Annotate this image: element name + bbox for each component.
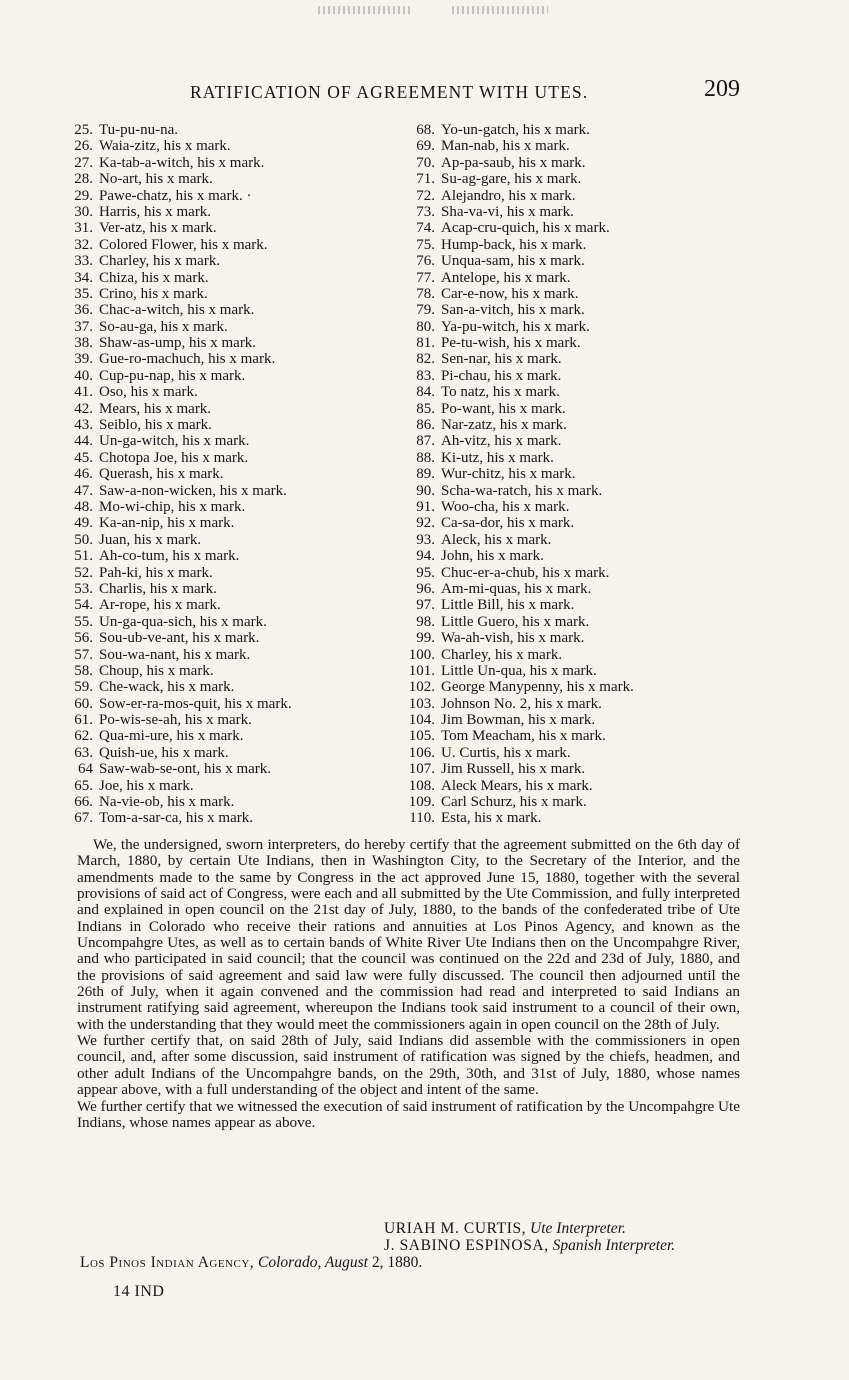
list-item-name: Am-mi-quas, his x mark. bbox=[441, 580, 592, 597]
list-item-number: 76. bbox=[416, 253, 435, 270]
list-item-number: 32. bbox=[74, 236, 93, 253]
list-item bbox=[408, 138, 738, 154]
list-item bbox=[67, 515, 387, 531]
list-item-name: Ah-co-tum, his x mark. bbox=[99, 548, 240, 565]
list-item-name: Jim Bowman, his x mark. bbox=[441, 712, 596, 729]
list-item-name: Saw-wab-se-ont, his x mark. bbox=[99, 761, 272, 778]
list-item-number: 41. bbox=[74, 384, 93, 401]
list-item bbox=[408, 171, 738, 187]
list-item-name: Un-ga-witch, his x mark. bbox=[99, 433, 250, 450]
list-item-name: Scha-wa-ratch, his x mark. bbox=[441, 482, 603, 499]
list-item-number: 88. bbox=[416, 449, 435, 466]
list-item bbox=[67, 614, 387, 630]
certification-paragraph: We further certify that we witnessed the execution of said instrument of ratification by the Uncompahgre Ute Indians, whose names appear as above. bbox=[77, 1097, 740, 1131]
list-item-name: Sen-nar, his x mark. bbox=[441, 351, 562, 368]
list-item bbox=[67, 630, 387, 646]
list-item-name: Wa-ah-vish, his x mark. bbox=[441, 630, 585, 647]
list-item-number: 105. bbox=[408, 728, 435, 745]
list-item-name: Woo-cha, his x mark. bbox=[441, 498, 570, 515]
signatory-title: Ute Interpreter. bbox=[530, 1220, 626, 1237]
list-item-name: Oso, his x mark. bbox=[99, 384, 198, 401]
list-item-number: 100. bbox=[408, 646, 435, 663]
list-item-name: Little Un-qua, his x mark. bbox=[441, 662, 597, 679]
list-item bbox=[408, 647, 738, 663]
list-item bbox=[408, 499, 738, 515]
list-item bbox=[408, 745, 738, 761]
signatory-name: J. SABINO ESPINOSA, bbox=[384, 1237, 549, 1254]
page-number: 209 bbox=[704, 76, 740, 102]
list-item bbox=[408, 810, 738, 826]
list-item-number: 91. bbox=[416, 498, 435, 515]
list-item-number: 63. bbox=[74, 744, 93, 761]
list-item-number: 79. bbox=[416, 302, 435, 319]
location: Colorado, August bbox=[258, 1254, 368, 1271]
list-item-name: Choup, his x mark. bbox=[99, 662, 214, 679]
list-item bbox=[408, 417, 738, 433]
list-item-name: Che-wack, his x mark. bbox=[99, 679, 235, 696]
list-item-name: Antelope, his x mark. bbox=[441, 269, 571, 286]
list-item-number: 28. bbox=[74, 171, 93, 188]
list-item bbox=[408, 384, 738, 400]
list-item bbox=[408, 286, 738, 302]
list-item bbox=[408, 155, 738, 171]
list-item-number: 33. bbox=[74, 253, 93, 270]
list-item bbox=[67, 417, 387, 433]
list-item-number: 49. bbox=[74, 515, 93, 532]
signature-line bbox=[384, 1237, 675, 1255]
list-item bbox=[67, 761, 387, 777]
list-item-number: 87. bbox=[416, 433, 435, 450]
running-title: RATIFICATION OF AGREEMENT WITH UTES. bbox=[190, 82, 589, 102]
list-item-name: Wur-chitz, his x mark. bbox=[441, 466, 576, 483]
list-item bbox=[408, 565, 738, 581]
list-item-name: Charley, his x mark. bbox=[441, 646, 563, 663]
list-item bbox=[67, 401, 387, 417]
list-item bbox=[67, 450, 387, 466]
list-item-number: 38. bbox=[74, 335, 93, 352]
list-item-number: 84. bbox=[416, 384, 435, 401]
list-item-number: 109. bbox=[408, 794, 435, 811]
list-item-number: 92. bbox=[416, 515, 435, 532]
list-item-name: Na-vie-ob, his x mark. bbox=[99, 794, 235, 811]
list-item bbox=[408, 679, 738, 695]
list-item-number: 45. bbox=[74, 449, 93, 466]
list-item-number: 43. bbox=[74, 417, 93, 434]
list-item-name: Ka-tab-a-witch, his x mark. bbox=[99, 154, 265, 171]
list-item-number: 34. bbox=[74, 269, 93, 286]
list-item-name: Tom Meacham, his x mark. bbox=[441, 728, 606, 745]
list-item-number: 57. bbox=[74, 646, 93, 663]
list-item-number: 52. bbox=[74, 564, 93, 581]
list-item-number: 80. bbox=[416, 318, 435, 335]
list-item bbox=[408, 368, 738, 384]
list-item bbox=[408, 597, 738, 613]
list-item bbox=[408, 696, 738, 712]
list-item-name: Johnson No. 2, his x mark. bbox=[441, 695, 602, 712]
list-item-number: 98. bbox=[416, 613, 435, 630]
list-item bbox=[408, 548, 738, 564]
list-item-number: 82. bbox=[416, 351, 435, 368]
list-item-number: 44. bbox=[74, 433, 93, 450]
list-item-name: Ka-an-nip, his x mark. bbox=[99, 515, 235, 532]
list-item-name: Po-want, his x mark. bbox=[441, 400, 566, 417]
list-item-name: Sha-va-vi, his x mark. bbox=[441, 203, 574, 220]
list-item-number: 81. bbox=[416, 335, 435, 352]
list-item-number: 89. bbox=[416, 466, 435, 483]
list-item-number: 60. bbox=[74, 695, 93, 712]
list-item bbox=[408, 778, 738, 794]
list-item-number: 70. bbox=[416, 154, 435, 171]
list-item-name: Cup-pu-nap, his x mark. bbox=[99, 367, 246, 384]
list-item-name: Carl Schurz, his x mark. bbox=[441, 794, 587, 811]
scan-artifact bbox=[318, 6, 410, 14]
list-item bbox=[408, 433, 738, 449]
list-item-number: 36. bbox=[74, 302, 93, 319]
list-item-name: No-art, his x mark. bbox=[99, 171, 213, 188]
signatory-title: Spanish Interpreter. bbox=[552, 1237, 676, 1254]
list-item bbox=[67, 237, 387, 253]
list-item bbox=[408, 351, 738, 367]
list-item bbox=[67, 433, 387, 449]
list-item bbox=[408, 794, 738, 810]
list-item-number: 101. bbox=[408, 662, 435, 679]
list-item-number: 26. bbox=[74, 138, 93, 155]
list-item-number: 55. bbox=[74, 613, 93, 630]
list-item-number: 56. bbox=[74, 630, 93, 647]
list-item-number: 48. bbox=[74, 498, 93, 515]
list-item-name: Esta, his x mark. bbox=[441, 810, 542, 827]
list-item bbox=[67, 138, 387, 154]
list-item-name: Saw-a-non-wicken, his x mark. bbox=[99, 482, 287, 499]
list-item bbox=[408, 614, 738, 630]
list-item-name: Pawe-chatz, his x mark. · bbox=[99, 187, 252, 204]
list-item-number: 97. bbox=[416, 597, 435, 614]
list-item-name: George Manypenny, his x mark. bbox=[441, 679, 634, 696]
list-item bbox=[67, 286, 387, 302]
list-item-name: Aleck, his x mark. bbox=[441, 531, 552, 548]
list-item bbox=[67, 220, 387, 236]
list-item-name: Qua-mi-ure, his x mark. bbox=[99, 728, 244, 745]
list-item-number: 75. bbox=[416, 236, 435, 253]
list-item-name: Ki-utz, his x mark. bbox=[441, 449, 554, 466]
list-item bbox=[408, 302, 738, 318]
list-item-name: To natz, his x mark. bbox=[441, 384, 560, 401]
list-item bbox=[67, 745, 387, 761]
list-item-number: 47. bbox=[74, 482, 93, 499]
list-item-number: 42. bbox=[74, 400, 93, 417]
list-item bbox=[408, 712, 738, 728]
list-item bbox=[67, 647, 387, 663]
list-item-number: 64 bbox=[78, 761, 93, 778]
list-item-name: Pah-ki, his x mark. bbox=[99, 564, 213, 581]
list-item-number: 74. bbox=[416, 220, 435, 237]
list-item-number: 35. bbox=[74, 285, 93, 302]
list-item-name: Gue-ro-machuch, his x mark. bbox=[99, 351, 276, 368]
list-item bbox=[408, 401, 738, 417]
list-item-number: 29. bbox=[74, 187, 93, 204]
list-item bbox=[67, 171, 387, 187]
list-item bbox=[408, 450, 738, 466]
list-item-name: Chac-a-witch, his x mark. bbox=[99, 302, 255, 319]
list-item-number: 53. bbox=[74, 580, 93, 597]
list-item-number: 30. bbox=[74, 203, 93, 220]
list-item-name: Chotopa Joe, his x mark. bbox=[99, 449, 249, 466]
list-item-number: 31. bbox=[74, 220, 93, 237]
list-item bbox=[408, 728, 738, 744]
list-item-name: Little Bill, his x mark. bbox=[441, 597, 575, 614]
list-item-number: 37. bbox=[74, 318, 93, 335]
list-item-name: John, his x mark. bbox=[441, 548, 544, 565]
list-item bbox=[67, 794, 387, 810]
place-date-line bbox=[80, 1254, 422, 1272]
list-item-name: Sou-ub-ve-ant, his x mark. bbox=[99, 630, 260, 647]
list-item-name: Ah-vitz, his x mark. bbox=[441, 433, 562, 450]
list-item-number: 83. bbox=[416, 367, 435, 384]
list-item-name: Ar-rope, his x mark. bbox=[99, 597, 221, 614]
list-item-number: 40. bbox=[74, 367, 93, 384]
list-item bbox=[408, 483, 738, 499]
list-item-name: Chiza, his x mark. bbox=[99, 269, 209, 286]
list-item bbox=[67, 679, 387, 695]
list-item-number: 51. bbox=[74, 548, 93, 565]
list-item-number: 65. bbox=[74, 777, 93, 794]
list-item-number: 77. bbox=[416, 269, 435, 286]
list-item-number: 39. bbox=[74, 351, 93, 368]
list-item-number: 50. bbox=[74, 531, 93, 548]
list-item-name: Joe, his x mark. bbox=[99, 777, 194, 794]
list-item-number: 95. bbox=[416, 564, 435, 581]
list-item-number: 46. bbox=[74, 466, 93, 483]
list-item bbox=[67, 483, 387, 499]
list-item-number: 73. bbox=[416, 203, 435, 220]
list-item-name: Little Guero, his x mark. bbox=[441, 613, 590, 630]
list-item-number: 94. bbox=[416, 548, 435, 565]
list-item bbox=[408, 761, 738, 777]
list-item-number: 99. bbox=[416, 630, 435, 647]
signature-line bbox=[384, 1220, 626, 1238]
list-item bbox=[67, 368, 387, 384]
list-item-number: 67. bbox=[74, 810, 93, 827]
list-item-number: 93. bbox=[416, 531, 435, 548]
signature-mark: 14 IND bbox=[113, 1283, 165, 1300]
list-item-name: Po-wis-se-ah, his x mark. bbox=[99, 712, 252, 729]
list-item-name: Acap-cru-quich, his x mark. bbox=[441, 220, 610, 237]
list-item bbox=[67, 728, 387, 744]
list-item-name: Sow-er-ra-mos-quit, his x mark. bbox=[99, 695, 292, 712]
list-item-number: 85. bbox=[416, 400, 435, 417]
list-item-name: Querash, his x mark. bbox=[99, 466, 224, 483]
list-item-name: Ca-sa-dor, his x mark. bbox=[441, 515, 575, 532]
list-item-name: Charley, his x mark. bbox=[99, 253, 221, 270]
list-item-name: Jim Russell, his x mark. bbox=[441, 761, 586, 778]
list-item bbox=[67, 253, 387, 269]
certification-text bbox=[77, 837, 740, 1131]
list-item-number: 103. bbox=[408, 695, 435, 712]
list-item-name: Quish-ue, his x mark. bbox=[99, 744, 229, 761]
list-item-name: San-a-vitch, his x mark. bbox=[441, 302, 585, 319]
list-item bbox=[67, 302, 387, 318]
list-item-name: Un-ga-qua-sich, his x mark. bbox=[99, 613, 267, 630]
list-item-name: Tu-pu-nu-na. bbox=[99, 122, 179, 138]
list-item bbox=[408, 253, 738, 269]
list-item-number: 58. bbox=[74, 662, 93, 679]
list-item bbox=[408, 122, 738, 138]
list-item bbox=[67, 335, 387, 351]
list-item bbox=[67, 778, 387, 794]
list-item bbox=[408, 581, 738, 597]
list-item bbox=[408, 319, 738, 335]
list-item-name: Juan, his x mark. bbox=[99, 531, 202, 548]
list-item-name: Pi-chau, his x mark. bbox=[441, 367, 562, 384]
list-item bbox=[67, 548, 387, 564]
list-item bbox=[67, 696, 387, 712]
list-item bbox=[67, 810, 387, 826]
list-item-name: Harris, his x mark. bbox=[99, 203, 212, 220]
list-item-number: 90. bbox=[416, 482, 435, 499]
list-item-name: Car-e-now, his x mark. bbox=[441, 285, 579, 302]
list-item-number: 108. bbox=[408, 777, 435, 794]
list-item-name: Ap-pa-saub, his x mark. bbox=[441, 154, 586, 171]
list-item-name: Chuc-er-a-chub, his x mark. bbox=[441, 564, 610, 581]
list-item bbox=[408, 204, 738, 220]
list-item bbox=[67, 565, 387, 581]
list-item bbox=[408, 220, 738, 236]
list-item bbox=[67, 712, 387, 728]
list-item-name: Man-nab, his x mark. bbox=[441, 138, 570, 155]
list-item-number: 104. bbox=[408, 712, 435, 729]
agency-name: Los Pinos Indian Agency, bbox=[80, 1254, 255, 1271]
list-item bbox=[67, 204, 387, 220]
list-item-name: Nar-zatz, his x mark. bbox=[441, 417, 567, 434]
list-item-name: U. Curtis, his x mark. bbox=[441, 744, 571, 761]
list-item bbox=[67, 270, 387, 286]
list-item bbox=[408, 515, 738, 531]
list-item-number: 78. bbox=[416, 285, 435, 302]
list-item bbox=[67, 597, 387, 613]
list-item bbox=[67, 155, 387, 171]
list-item bbox=[67, 188, 387, 204]
signatory-column-right bbox=[408, 122, 738, 827]
list-item bbox=[408, 663, 738, 679]
list-item bbox=[67, 319, 387, 335]
list-item-name: Shaw-as-ump, his x mark. bbox=[99, 335, 257, 352]
list-item-number: 86. bbox=[416, 417, 435, 434]
list-item-name: Seiblo, his x mark. bbox=[99, 417, 212, 434]
certification-paragraph: We further certify that, on said 28th of July, said Indians did assemble with the commissioners in open council, and, after some discussion, said instrument of ratification was signed by the chiefs, headmen, and other adult Indians of the Uncompahgre bands, on the 29th, 30th, and 31st of July, 1880, whose names appear above, with a full understanding of the object and intent of the same. bbox=[77, 1032, 740, 1099]
list-item-number: 71. bbox=[416, 171, 435, 188]
list-item-number: 102. bbox=[408, 679, 435, 696]
list-item bbox=[408, 466, 738, 482]
list-item-number: 107. bbox=[408, 761, 435, 778]
list-item-number: 72. bbox=[416, 187, 435, 204]
list-item-name: Colored Flower, his x mark. bbox=[99, 236, 268, 253]
date: 2, 1880. bbox=[371, 1254, 423, 1271]
list-item-number: 68. bbox=[416, 122, 435, 138]
list-item-number: 62. bbox=[74, 728, 93, 745]
page-header bbox=[0, 76, 849, 106]
list-item-number: 61. bbox=[74, 712, 93, 729]
list-item bbox=[408, 630, 738, 646]
list-item-name: Alejandro, his x mark. bbox=[441, 187, 576, 204]
list-item-name: Su-ag-gare, his x mark. bbox=[441, 171, 582, 188]
list-item-name: Hump-back, his x mark. bbox=[441, 236, 587, 253]
list-item bbox=[408, 237, 738, 253]
list-item bbox=[408, 532, 738, 548]
list-item-number: 54. bbox=[74, 597, 93, 614]
list-item-name: Crino, his x mark. bbox=[99, 285, 208, 302]
list-item-name: Ver-atz, his x mark. bbox=[99, 220, 217, 237]
list-item-name: So-au-ga, his x mark. bbox=[99, 318, 228, 335]
list-item-number: 106. bbox=[408, 744, 435, 761]
list-item-name: Mo-wi-chip, his x mark. bbox=[99, 498, 246, 515]
list-item-number: 110. bbox=[409, 810, 435, 827]
list-item-name: Waia-zitz, his x mark. bbox=[99, 138, 231, 155]
list-item bbox=[67, 466, 387, 482]
list-item bbox=[408, 335, 738, 351]
list-item-number: 69. bbox=[416, 138, 435, 155]
list-item-name: Unqua-sam, his x mark. bbox=[441, 253, 585, 270]
list-item bbox=[67, 384, 387, 400]
list-item-name: Sou-wa-nant, his x mark. bbox=[99, 646, 251, 663]
list-item bbox=[67, 581, 387, 597]
list-item bbox=[67, 122, 387, 138]
list-item-name: Pe-tu-wish, his x mark. bbox=[441, 335, 581, 352]
list-item-number: 59. bbox=[74, 679, 93, 696]
certification-paragraph: We, the undersigned, sworn interpreters, do hereby certify that the agreement submitted on the 6th day of March, 1880, by certain Ute Indians, then in Washington City, to the Secretary of the Interior, and the amendments made to the same by Congress in the act approved June 15, 1880, together with the several provisions of said act of Congress, were each and all submitted by the Ute Commission, and fully interpreted and explained in open council on the 21st day of July, 1880, to the bands of the confederated tribe of Ute Indians in Colorado who receive their rations and annuities at Los Pinos Agency, and known as the Uncompahgre Utes, as well as to certain bands of White River Ute Indians then on the Uncompahgre River, and who participated in said council; that the council was continued on the 22d and 23d of July, 1880, and the provisions of said agreement and said law were fully discussed. The council then adjourned until the 26th of July, when it again convened and the commission had read and interpreted to said Indians an instrument ratifying said agreement, whereupon the Indians took said instrument to a council of their own, with the understanding that they would meet the commissioners again in open council on the 28th of July. bbox=[77, 836, 740, 1033]
list-item bbox=[67, 663, 387, 679]
list-item-number: 96. bbox=[416, 580, 435, 597]
list-item-name: Ya-pu-witch, his x mark. bbox=[441, 318, 590, 335]
list-item bbox=[408, 270, 738, 286]
list-item bbox=[67, 499, 387, 515]
list-item-name: Yo-un-gatch, his x mark. bbox=[441, 122, 590, 138]
list-item bbox=[67, 532, 387, 548]
list-item-number: 27. bbox=[74, 154, 93, 171]
signatory-name: URIAH M. CURTIS, bbox=[384, 1220, 527, 1237]
list-item-name: Tom-a-sar-ca, his x mark. bbox=[99, 810, 254, 827]
list-item-name: Mears, his x mark. bbox=[99, 400, 212, 417]
scan-artifact bbox=[452, 6, 548, 14]
list-item-name: Aleck Mears, his x mark. bbox=[441, 777, 593, 794]
list-item bbox=[67, 351, 387, 367]
list-item-number: 66. bbox=[74, 794, 93, 811]
list-item-name: Charlis, his x mark. bbox=[99, 580, 217, 597]
signatory-column-left bbox=[67, 122, 387, 827]
list-item-number: 25. bbox=[74, 122, 93, 138]
list-item bbox=[408, 188, 738, 204]
